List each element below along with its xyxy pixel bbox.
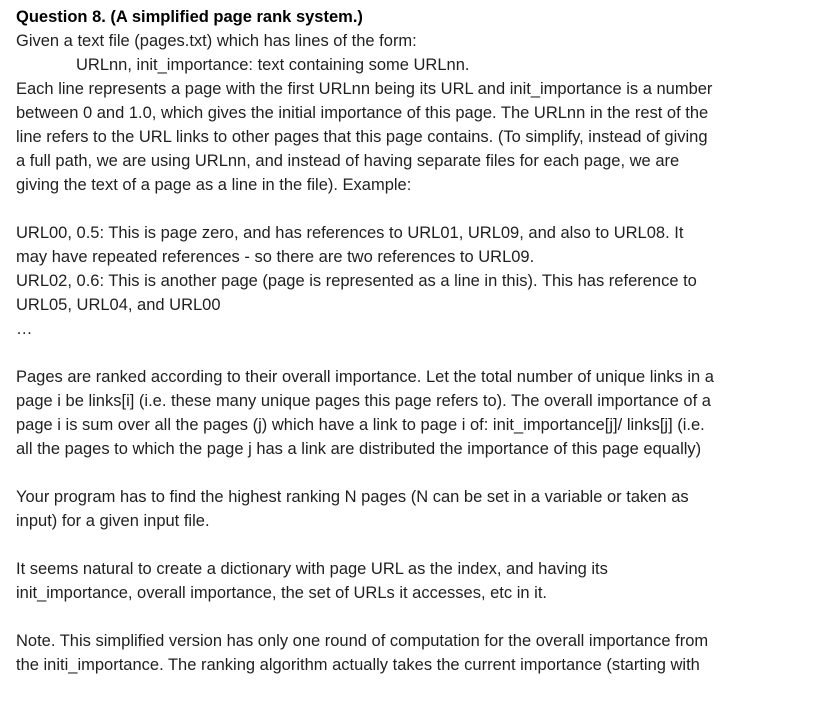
paragraph-line: all the pages to which the page j has a link are distributed the importance of this page equally) — [16, 440, 702, 458]
spacer — [16, 605, 816, 629]
paragraph-line: Note. This simplified version has only one round of computation for the overall importance from — [16, 632, 709, 650]
line-format: URLnn, init_importance: text containing some URLnn. — [76, 56, 470, 74]
paragraph-line: line refers to the URL links to other pages that this page contains. (To simplify, instead of giving — [16, 128, 708, 146]
paragraph-line: init_importance, overall importance, the set of URLs it accesses, etc in it. — [16, 584, 547, 602]
paragraph-line: the initi_importance. The ranking algorithm actually takes the current importance (starting with — [16, 656, 700, 674]
example-line: URL02, 0.6: This is another page (page is represented as a line in this). This has reference to — [16, 272, 697, 290]
task-paragraph — [16, 485, 816, 533]
example-line: URL05, URL04, and URL00 — [16, 296, 221, 314]
note-paragraph — [16, 629, 816, 677]
paragraph-line: page i be links[i] (i.e. these many unique pages this page refers to). The overall importance of a — [16, 392, 711, 410]
hint-paragraph — [16, 557, 816, 605]
paragraph-line: giving the text of a page as a line in the file). Example: — [16, 176, 412, 194]
spacer — [16, 533, 816, 557]
example-line: URL00, 0.5: This is page zero, and has references to URL01, URL09, and also to URL08. It — [16, 224, 684, 242]
paragraph-line: input) for a given input file. — [16, 512, 210, 530]
paragraph-line: Your program has to find the highest ranking N pages (N can be set in a variable or taken as — [16, 488, 689, 506]
paragraph-line: page i is sum over all the pages (j) which have a link to page i of: init_importance[j]/ links[j] (i.e. — [16, 416, 705, 434]
spacer — [16, 461, 816, 485]
question-document — [16, 5, 816, 677]
question-title: Question 8. (A simplified page rank system.) — [16, 8, 363, 26]
spacer — [16, 197, 816, 221]
paragraph-line: It seems natural to create a dictionary with page URL as the index, and having its — [16, 560, 608, 578]
paragraph-line: a full path, we are using URLnn, and instead of having separate files for each page, we are — [16, 152, 680, 170]
intro-text: Given a text file (pages.txt) which has lines of the form: — [16, 32, 417, 50]
description-paragraph — [16, 77, 816, 197]
paragraph-line: Each line represents a page with the first URLnn being its URL and init_importance is a number — [16, 80, 713, 98]
paragraph-line: between 0 and 1.0, which gives the initial importance of this page. The URLnn in the rest of the — [16, 104, 709, 122]
example-block — [16, 221, 816, 341]
ranking-paragraph — [16, 365, 816, 461]
example-ellipsis: … — [16, 320, 33, 338]
example-line: may have repeated references - so there are two references to URL09. — [16, 248, 535, 266]
spacer — [16, 341, 816, 365]
paragraph-line: Pages are ranked according to their overall importance. Let the total number of unique links in a — [16, 368, 714, 386]
